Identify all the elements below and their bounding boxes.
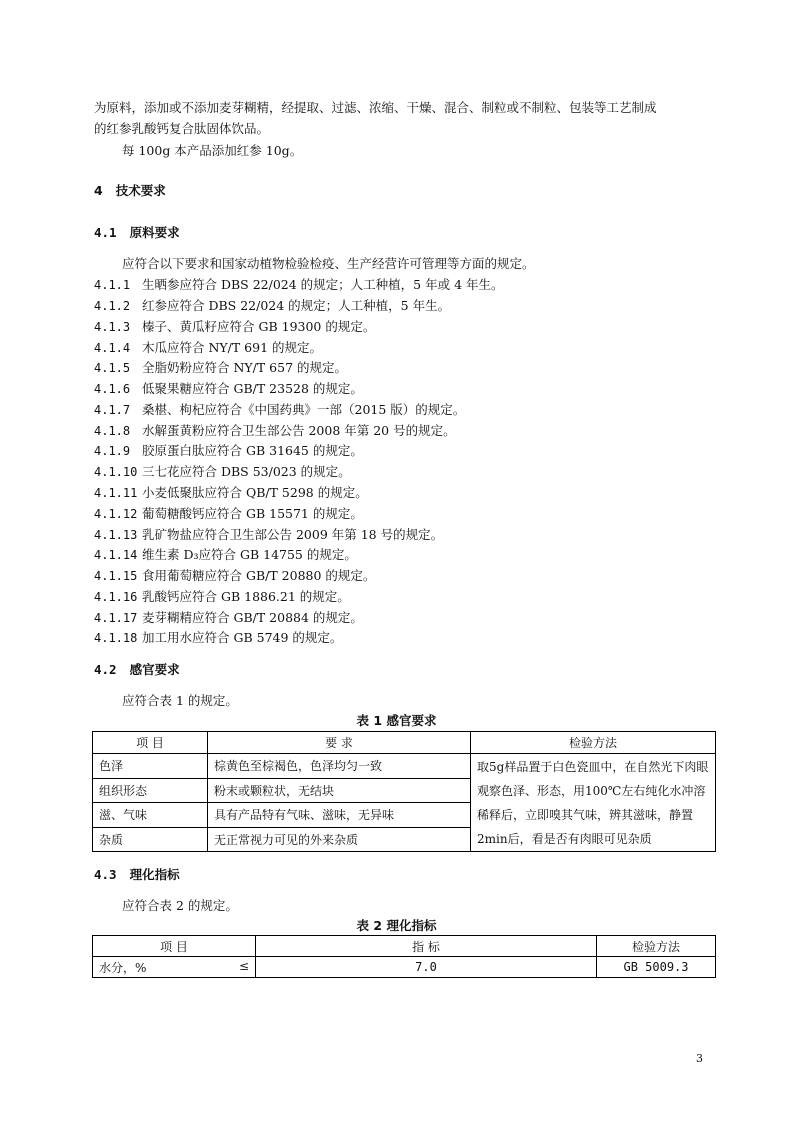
clause-text: 三七花应符合 DBS 53/023 的规定。 (142, 464, 351, 479)
clause-text: 水解蛋黄粉应符合卫生部公告 2008 年第 20 号的规定。 (142, 423, 456, 438)
item-operator: ≤ (238, 958, 249, 973)
clause-text: 榛子、黄瓜籽应符合 GB 19300 的规定。 (142, 319, 376, 334)
clause-item (94, 338, 322, 356)
clause-number: 4.1.10 (94, 465, 138, 479)
clause-text: 生晒参应符合 DBS 22/024 的规定；人工种植，5 年或 4 年生。 (142, 277, 504, 292)
clause-text: 小麦低聚肽应符合 QB/T 5298 的规定。 (142, 485, 368, 500)
page-number: 3 (696, 1052, 703, 1065)
clause-item (94, 608, 363, 626)
table-header-index: 指 标 (256, 936, 597, 957)
clause-number: 4.1.12 (94, 507, 138, 521)
clause-number: 4.1.16 (94, 590, 138, 604)
table-cell-requirement: 无正常视力可见的外来杂质 (208, 827, 471, 852)
clause-text: 桑椹、枸杞应符合《中国药典》一部（2015 版）的规定。 (142, 402, 466, 417)
table-cell-item: 组织形态 (93, 778, 208, 803)
table-header-item: 项 目 (93, 936, 256, 957)
clause-item (94, 358, 347, 376)
table-header-requirement: 要 求 (208, 732, 471, 754)
clause-text: 红参应符合 DBS 22/024 的规定；人工种植，5 年生。 (142, 298, 451, 313)
table-header-item: 项 目 (93, 732, 208, 754)
clause-number: 4.1.1 (94, 278, 131, 292)
clause-text: 麦芽糊精应符合 GB/T 20884 的规定。 (142, 610, 363, 625)
table-cell-requirement: 具有产品特有气味、滋味，无异味 (208, 803, 471, 828)
table-header-row (93, 732, 716, 754)
table-2-caption: 表 2 理化指标 (356, 918, 437, 933)
clause-text: 维生素 D₃应符合 GB 14755 的规定。 (142, 547, 357, 562)
clause-item (94, 587, 350, 605)
section-4-1-number: 4.1 (94, 225, 117, 240)
section-4-1-intro: 应符合以下要求和国家动植物检验检疫、生产经营许可管理等方面的规定。 (122, 256, 535, 271)
clause-item (94, 566, 375, 584)
clause-text: 葡萄糖酸钙应符合 GB 15571 的规定。 (142, 506, 363, 521)
table-header-method: 检验方法 (597, 936, 716, 957)
table-cell-requirement: 棕黄色至棕褐色，色泽均匀一致 (208, 754, 471, 779)
clause-number: 4.1.3 (94, 320, 131, 334)
clause-item (94, 400, 465, 418)
table-1-caption: 表 1 感官要求 (356, 713, 437, 728)
clause-item (94, 441, 363, 459)
sensory-table (92, 731, 716, 852)
section-4-3-title: 理化指标 (129, 867, 180, 882)
clause-item (94, 296, 450, 314)
table-cell-requirement: 粉末或颗粒状，无结块 (208, 778, 471, 803)
clause-item (94, 462, 351, 480)
table-row (93, 957, 716, 978)
clause-number: 4.1.4 (94, 341, 131, 355)
clause-text: 低聚果糖应符合 GB/T 23528 的规定。 (142, 381, 363, 396)
intro-line-3: 每 100g 本产品添加红参 10g。 (122, 143, 303, 158)
table-cell-method: GB 5009.3 (597, 957, 716, 978)
clause-text: 全脂奶粉应符合 NY/T 657 的规定。 (142, 360, 348, 375)
section-4-3-intro: 应符合表 2 的规定。 (122, 898, 238, 913)
table-cell-item: 杂质 (93, 827, 208, 852)
table-cell-index: 7.0 (256, 957, 597, 978)
table-cell-item: 滋、气味 (93, 803, 208, 828)
section-4-number: 4 (94, 183, 103, 198)
intro-line-1: 为原料，添加或不添加麦芽糊精，经提取、过滤、浓缩、干燥、混合、制粒或不制粒、包装等工艺制成 (94, 100, 657, 115)
clause-number: 4.1.6 (94, 382, 131, 396)
clause-number: 4.1.5 (94, 361, 131, 375)
clause-number: 4.1.18 (94, 631, 138, 645)
physicochemical-table (92, 935, 716, 978)
clause-text: 食用葡萄糖应符合 GB/T 20880 的规定。 (142, 568, 376, 583)
clause-number: 4.1.7 (94, 403, 131, 417)
clause-text: 乳矿物盐应符合卫生部公告 2009 年第 18 号的规定。 (142, 527, 444, 542)
section-4-heading (94, 181, 166, 199)
clause-item (94, 525, 443, 543)
clause-text: 胶原蛋白肽应符合 GB 31645 的规定。 (142, 443, 363, 458)
section-4-title: 技术要求 (115, 183, 166, 198)
table-row (93, 754, 716, 779)
item-label: 水分，% (99, 960, 147, 975)
section-4-2-title: 感官要求 (129, 662, 180, 677)
clause-text: 乳酸钙应符合 GB 1886.21 的规定。 (142, 589, 350, 604)
intro-line-2: 的红参乳酸钙复合肽固体饮品。 (94, 121, 270, 136)
clause-item (94, 483, 368, 501)
clause-item (94, 275, 504, 293)
clause-number: 4.1.14 (94, 548, 138, 562)
section-4-2-number: 4.2 (94, 662, 117, 677)
clause-item (94, 628, 342, 646)
clause-item (94, 545, 357, 563)
table-cell-item (93, 957, 256, 978)
clause-number: 4.1.8 (94, 424, 131, 438)
clause-number: 4.1.15 (94, 569, 138, 583)
clause-item (94, 421, 456, 439)
table-header-method: 检验方法 (471, 732, 716, 754)
section-4-1-title: 原料要求 (129, 225, 180, 240)
clause-item (94, 379, 363, 397)
section-4-1-heading (94, 223, 180, 241)
clause-number: 4.1.9 (94, 444, 131, 458)
table-cell-item: 色泽 (93, 754, 208, 779)
section-4-2-intro: 应符合表 1 的规定。 (122, 693, 238, 708)
clause-number: 4.1.2 (94, 299, 131, 313)
table-header-row (93, 936, 716, 957)
clause-number: 4.1.11 (94, 486, 138, 500)
clause-text: 加工用水应符合 GB 5749 的规定。 (142, 630, 343, 645)
section-4-3-number: 4.3 (94, 867, 117, 882)
table-cell-method: 取5g样品置于白色瓷皿中，在自然光下肉眼观察色泽、形态，用100℃左右纯化水冲溶稀释后，立即嗅其气味，辨其滋味，静置2min后，看是否有肉眼可见杂质 (471, 754, 716, 852)
section-4-2-heading (94, 660, 180, 678)
section-4-3-heading (94, 865, 180, 883)
clause-text: 木瓜应符合 NY/T 691 的规定。 (142, 340, 323, 355)
clause-number: 4.1.13 (94, 528, 138, 542)
clause-item (94, 504, 363, 522)
clause-item (94, 317, 375, 335)
clause-number: 4.1.17 (94, 611, 138, 625)
